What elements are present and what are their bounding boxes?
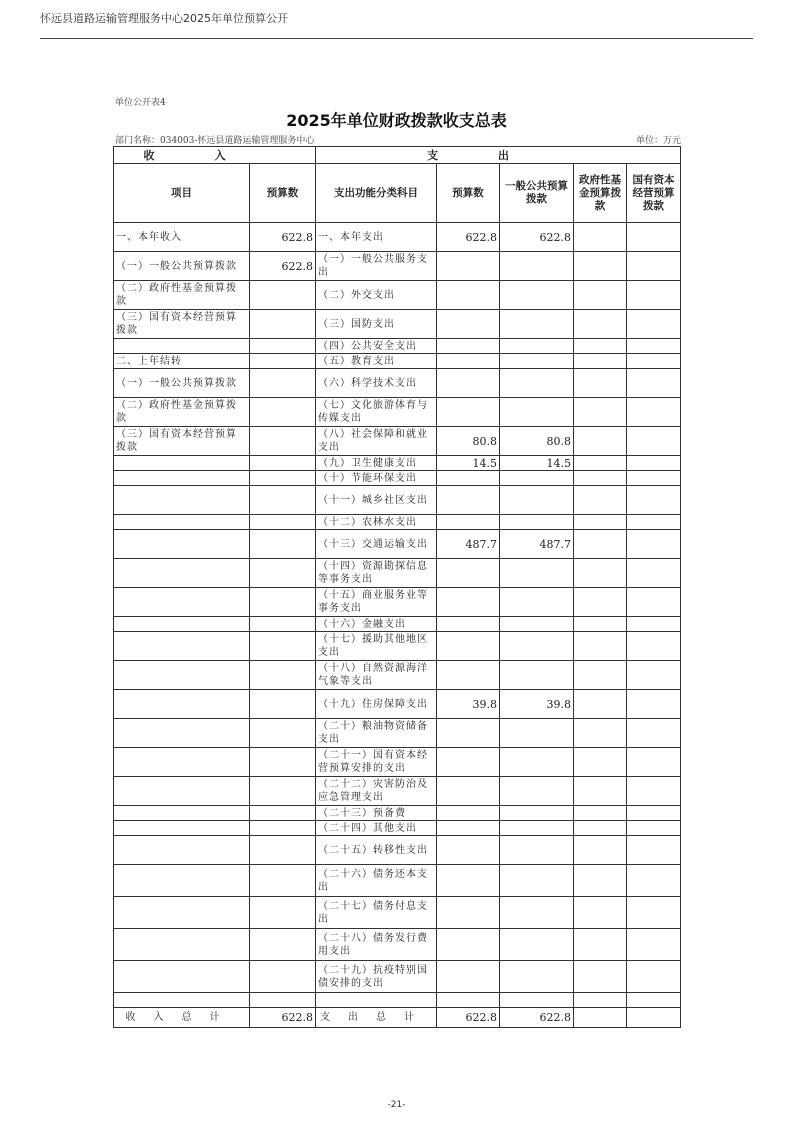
expense-item: 一、本年支出: [316, 223, 437, 252]
state-capital-value: [627, 310, 681, 339]
budget-table: [113, 146, 681, 1028]
expense-item: （七）文化旅游体育与传媒支出: [316, 398, 437, 427]
income-item: [114, 515, 250, 530]
general-value: [500, 354, 574, 369]
table-row: [114, 354, 681, 369]
table-row: [114, 961, 681, 993]
expense-item: （二十三）预备费: [316, 806, 437, 821]
gov-fund-value: [574, 398, 627, 427]
expense-value: [437, 281, 500, 310]
col-state-capital: 国有资本经营预算拨款: [627, 164, 681, 223]
document-header: 怀远县道路运输管理服务中心2025年单位预算公开: [40, 12, 288, 25]
table-row: [114, 865, 681, 897]
expense-item: （十四）资源勘探信息等事务支出: [316, 559, 437, 588]
table-row: [114, 897, 681, 929]
income-item: [114, 777, 250, 806]
expense-value: [437, 661, 500, 690]
gov-fund-value: [574, 530, 627, 559]
table-row: [114, 806, 681, 821]
gov-fund-value: [574, 223, 627, 252]
income-value: [250, 427, 316, 456]
income-value: [250, 281, 316, 310]
expense-value: [437, 339, 500, 354]
income-value: [250, 617, 316, 632]
gov-fund-value: [574, 993, 627, 1008]
table-row: [114, 632, 681, 661]
state-capital-value: [627, 588, 681, 617]
expense-value: [437, 398, 500, 427]
general-value: [500, 559, 574, 588]
gov-fund-value: [574, 456, 627, 471]
department-name: 部门名称：034003-怀远县道路运输管理服务中心: [115, 136, 315, 146]
income-value: [250, 310, 316, 339]
page-title: 2025年单位财政拨款收支总表: [286, 111, 507, 130]
general-value: [500, 252, 574, 281]
table-row: [114, 281, 681, 310]
general-value: [500, 632, 574, 661]
income-value: [250, 690, 316, 719]
state-capital-value: [627, 281, 681, 310]
state-capital-value: [627, 821, 681, 836]
income-value: [250, 929, 316, 961]
general-value: 80.8: [500, 427, 574, 456]
general-value: [500, 748, 574, 777]
general-value: [500, 661, 574, 690]
expense-value: [437, 369, 500, 398]
table-row: [114, 398, 681, 427]
gov-fund-value: [574, 632, 627, 661]
gov-fund-value: [574, 617, 627, 632]
expense-value: [437, 748, 500, 777]
table-row: [114, 836, 681, 865]
income-value: [250, 354, 316, 369]
state-capital-value: [627, 836, 681, 865]
general-value: [500, 929, 574, 961]
income-item: [114, 617, 250, 632]
table-row: [114, 719, 681, 748]
income-item: [114, 690, 250, 719]
general-value: [500, 617, 574, 632]
income-value: [250, 456, 316, 471]
expense-item: （一）一般公共服务支出: [316, 252, 437, 281]
income-value: 622.8: [250, 252, 316, 281]
state-capital-value: [627, 993, 681, 1008]
expense-value: [437, 588, 500, 617]
income-item: [114, 865, 250, 897]
expense-value: 487.7: [437, 530, 500, 559]
table-row: [114, 427, 681, 456]
state-capital-value: [627, 632, 681, 661]
expense-item: （二十八）债务发行费用支出: [316, 929, 437, 961]
table-row: [114, 471, 681, 486]
gov-fund-value: [574, 369, 627, 398]
gov-fund-value: [574, 486, 627, 515]
expense-value: [437, 252, 500, 281]
expense-item: （二十二）灾害防治及应急管理支出: [316, 777, 437, 806]
expense-item: （八）社会保障和就业支出: [316, 427, 437, 456]
income-item: [114, 748, 250, 777]
table-row: [114, 661, 681, 690]
income-value: [250, 719, 316, 748]
state-capital-value: [627, 617, 681, 632]
state-capital-value: [627, 530, 681, 559]
general-value: [500, 588, 574, 617]
income-item: [114, 961, 250, 993]
expense-value: [437, 719, 500, 748]
expense-item: （十七）援助其他地区支出: [316, 632, 437, 661]
income-item: [114, 530, 250, 559]
state-capital-value: [627, 369, 681, 398]
expense-value: [437, 617, 500, 632]
gov-fund-value: [574, 427, 627, 456]
expense-value: [437, 559, 500, 588]
state-capital-value: [627, 427, 681, 456]
gov-fund-value: [574, 354, 627, 369]
state-capital-value: [627, 806, 681, 821]
expense-value: 39.8: [437, 690, 500, 719]
table-row: [114, 530, 681, 559]
general-value: [500, 777, 574, 806]
expense-value: [437, 632, 500, 661]
income-value: [250, 486, 316, 515]
col-func: 支出功能分类科目: [316, 164, 437, 223]
income-item: [114, 821, 250, 836]
general-value: [500, 897, 574, 929]
gov-fund-value: [574, 281, 627, 310]
gov-fund-value: [574, 690, 627, 719]
income-value: [250, 993, 316, 1008]
expense-item: （十）节能环保支出: [316, 471, 437, 486]
income-item: （二）政府性基金预算拨款: [114, 281, 250, 310]
expense-value: [437, 897, 500, 929]
expense-item: （二十）粮油物资储备支出: [316, 719, 437, 748]
income-item: （三）国有资本经营预算拨款: [114, 310, 250, 339]
expense-item: （五）教育支出: [316, 354, 437, 369]
income-item: [114, 836, 250, 865]
expense-value: [437, 471, 500, 486]
state-capital-value: [627, 354, 681, 369]
expense-value: [437, 821, 500, 836]
income-item: 二、上年结转: [114, 354, 250, 369]
general-value: [500, 515, 574, 530]
income-item: [114, 559, 250, 588]
table-row: [114, 456, 681, 471]
gov-fund-value: [574, 661, 627, 690]
state-capital-value: [627, 515, 681, 530]
table-row: [114, 223, 681, 252]
gov-fund-value: [574, 777, 627, 806]
state-capital-value: [627, 690, 681, 719]
general-value: [500, 310, 574, 339]
gov-fund-value: [574, 836, 627, 865]
income-value: [250, 559, 316, 588]
table-row: [114, 369, 681, 398]
income-item: [114, 719, 250, 748]
general-value: [500, 471, 574, 486]
gov-fund-value: [574, 806, 627, 821]
gov-fund-value: [574, 821, 627, 836]
general-total-value: 622.8: [500, 1008, 574, 1028]
general-value: [500, 993, 574, 1008]
state-capital-value: [627, 897, 681, 929]
income-value: [250, 530, 316, 559]
income-item: [114, 929, 250, 961]
expense-item: （十三）交通运输支出: [316, 530, 437, 559]
state-capital-value: [627, 471, 681, 486]
table-row: [114, 310, 681, 339]
general-value: [500, 369, 574, 398]
unit-label: 单位：万元: [635, 136, 681, 146]
general-value: [500, 486, 574, 515]
income-section-header: 收入: [114, 147, 316, 164]
expense-total-value: 622.8: [437, 1008, 500, 1028]
expense-section-header: 支出: [316, 147, 681, 164]
income-value: [250, 748, 316, 777]
income-value: [250, 588, 316, 617]
income-value: [250, 369, 316, 398]
expense-item: （十五）商业服务业等事务支出: [316, 588, 437, 617]
income-item: [114, 486, 250, 515]
gov-fund-value: [574, 588, 627, 617]
total-row: [114, 1008, 681, 1028]
gov-fund-value: [574, 897, 627, 929]
expense-item: （十六）金融支出: [316, 617, 437, 632]
expense-value: [437, 929, 500, 961]
table-row: [114, 929, 681, 961]
col-gov-fund: 政府性基金预算拨款: [574, 164, 627, 223]
income-item: [114, 661, 250, 690]
income-value: [250, 398, 316, 427]
income-item: [114, 339, 250, 354]
income-item: [114, 588, 250, 617]
table-row: [114, 252, 681, 281]
state-capital-value: [627, 865, 681, 897]
table-row: [114, 993, 681, 1008]
expense-item: （十二）农林水支出: [316, 515, 437, 530]
income-item: （三）国有资本经营预算拨款: [114, 427, 250, 456]
expense-item: （三）国防支出: [316, 310, 437, 339]
expense-item: （二十四）其他支出: [316, 821, 437, 836]
expense-value: [437, 354, 500, 369]
state-capital-value: [627, 719, 681, 748]
state-capital-total-value: [627, 1008, 681, 1028]
gov-fund-value: [574, 310, 627, 339]
state-capital-value: [627, 661, 681, 690]
income-item: [114, 471, 250, 486]
col-general: 一般公共预算拨款: [500, 164, 574, 223]
gov-fund-value: [574, 339, 627, 354]
income-total-label: 收入总计: [114, 1008, 250, 1028]
income-item: [114, 897, 250, 929]
state-capital-value: [627, 486, 681, 515]
state-capital-value: [627, 252, 681, 281]
expense-item: [316, 993, 437, 1008]
income-total-value: 622.8: [250, 1008, 316, 1028]
general-value: [500, 398, 574, 427]
income-item: [114, 456, 250, 471]
income-value: [250, 339, 316, 354]
income-value: [250, 806, 316, 821]
income-value: [250, 777, 316, 806]
expense-value: [437, 993, 500, 1008]
income-value: [250, 836, 316, 865]
table-row: [114, 339, 681, 354]
general-value: [500, 865, 574, 897]
expense-value: 14.5: [437, 456, 500, 471]
table-row: [114, 777, 681, 806]
col-budget2: 预算数: [437, 164, 500, 223]
general-value: [500, 806, 574, 821]
state-capital-value: [627, 748, 681, 777]
state-capital-value: [627, 559, 681, 588]
state-capital-value: [627, 223, 681, 252]
gov-fund-total-value: [574, 1008, 627, 1028]
income-value: [250, 661, 316, 690]
gov-fund-value: [574, 252, 627, 281]
gov-fund-value: [574, 471, 627, 486]
state-capital-value: [627, 961, 681, 993]
income-item: （一）一般公共预算拨款: [114, 369, 250, 398]
general-value: [500, 339, 574, 354]
gov-fund-value: [574, 515, 627, 530]
income-item: [114, 632, 250, 661]
general-value: [500, 961, 574, 993]
income-value: [250, 515, 316, 530]
expense-item: （二十九）抗疫特别国债安排的支出: [316, 961, 437, 993]
general-value: [500, 281, 574, 310]
header-divider: [40, 38, 753, 39]
state-capital-value: [627, 456, 681, 471]
gov-fund-value: [574, 929, 627, 961]
general-value: [500, 836, 574, 865]
income-value: [250, 471, 316, 486]
expense-value: [437, 310, 500, 339]
expense-total-label: 支出总计: [316, 1008, 437, 1028]
expense-item: （二十五）转移性支出: [316, 836, 437, 865]
expense-value: 80.8: [437, 427, 500, 456]
income-item: （二）政府性基金预算拨款: [114, 398, 250, 427]
expense-value: [437, 961, 500, 993]
page-number: -21-: [387, 1100, 406, 1110]
table-row: [114, 559, 681, 588]
table-row: [114, 690, 681, 719]
state-capital-value: [627, 929, 681, 961]
col-budget: 预算数: [250, 164, 316, 223]
gov-fund-value: [574, 865, 627, 897]
expense-item: （九）卫生健康支出: [316, 456, 437, 471]
income-item: 一、本年收入: [114, 223, 250, 252]
income-value: [250, 821, 316, 836]
expense-value: [437, 806, 500, 821]
expense-value: 622.8: [437, 223, 500, 252]
expense-value: [437, 836, 500, 865]
expense-item: （二）外交支出: [316, 281, 437, 310]
table-row: [114, 515, 681, 530]
income-value: [250, 961, 316, 993]
income-item: [114, 993, 250, 1008]
gov-fund-value: [574, 559, 627, 588]
expense-item: （二十六）债务还本支出: [316, 865, 437, 897]
expense-value: [437, 865, 500, 897]
income-value: 622.8: [250, 223, 316, 252]
income-item: [114, 806, 250, 821]
expense-value: [437, 486, 500, 515]
general-value: 14.5: [500, 456, 574, 471]
gov-fund-value: [574, 748, 627, 777]
expense-value: [437, 515, 500, 530]
income-item: （一）一般公共预算拨款: [114, 252, 250, 281]
table-number: 单位公开表4: [115, 98, 166, 108]
expense-value: [437, 777, 500, 806]
state-capital-value: [627, 398, 681, 427]
table-row: [114, 748, 681, 777]
state-capital-value: [627, 777, 681, 806]
general-value: 487.7: [500, 530, 574, 559]
gov-fund-value: [574, 961, 627, 993]
expense-item: （十九）住房保障支出: [316, 690, 437, 719]
expense-item: （二十一）国有资本经营预算安排的支出: [316, 748, 437, 777]
general-value: 622.8: [500, 223, 574, 252]
state-capital-value: [627, 339, 681, 354]
expense-item: （二十七）债务付息支出: [316, 897, 437, 929]
table-row: [114, 486, 681, 515]
expense-item: （四）公共安全支出: [316, 339, 437, 354]
table-row: [114, 617, 681, 632]
gov-fund-value: [574, 719, 627, 748]
general-value: 39.8: [500, 690, 574, 719]
expense-item: （十一）城乡社区支出: [316, 486, 437, 515]
col-item: 项目: [114, 164, 250, 223]
income-value: [250, 632, 316, 661]
expense-item: （十八）自然资源海洋气象等支出: [316, 661, 437, 690]
income-value: [250, 897, 316, 929]
general-value: [500, 821, 574, 836]
general-value: [500, 719, 574, 748]
income-value: [250, 865, 316, 897]
table-row: [114, 588, 681, 617]
table-row: [114, 821, 681, 836]
expense-item: （六）科学技术支出: [316, 369, 437, 398]
